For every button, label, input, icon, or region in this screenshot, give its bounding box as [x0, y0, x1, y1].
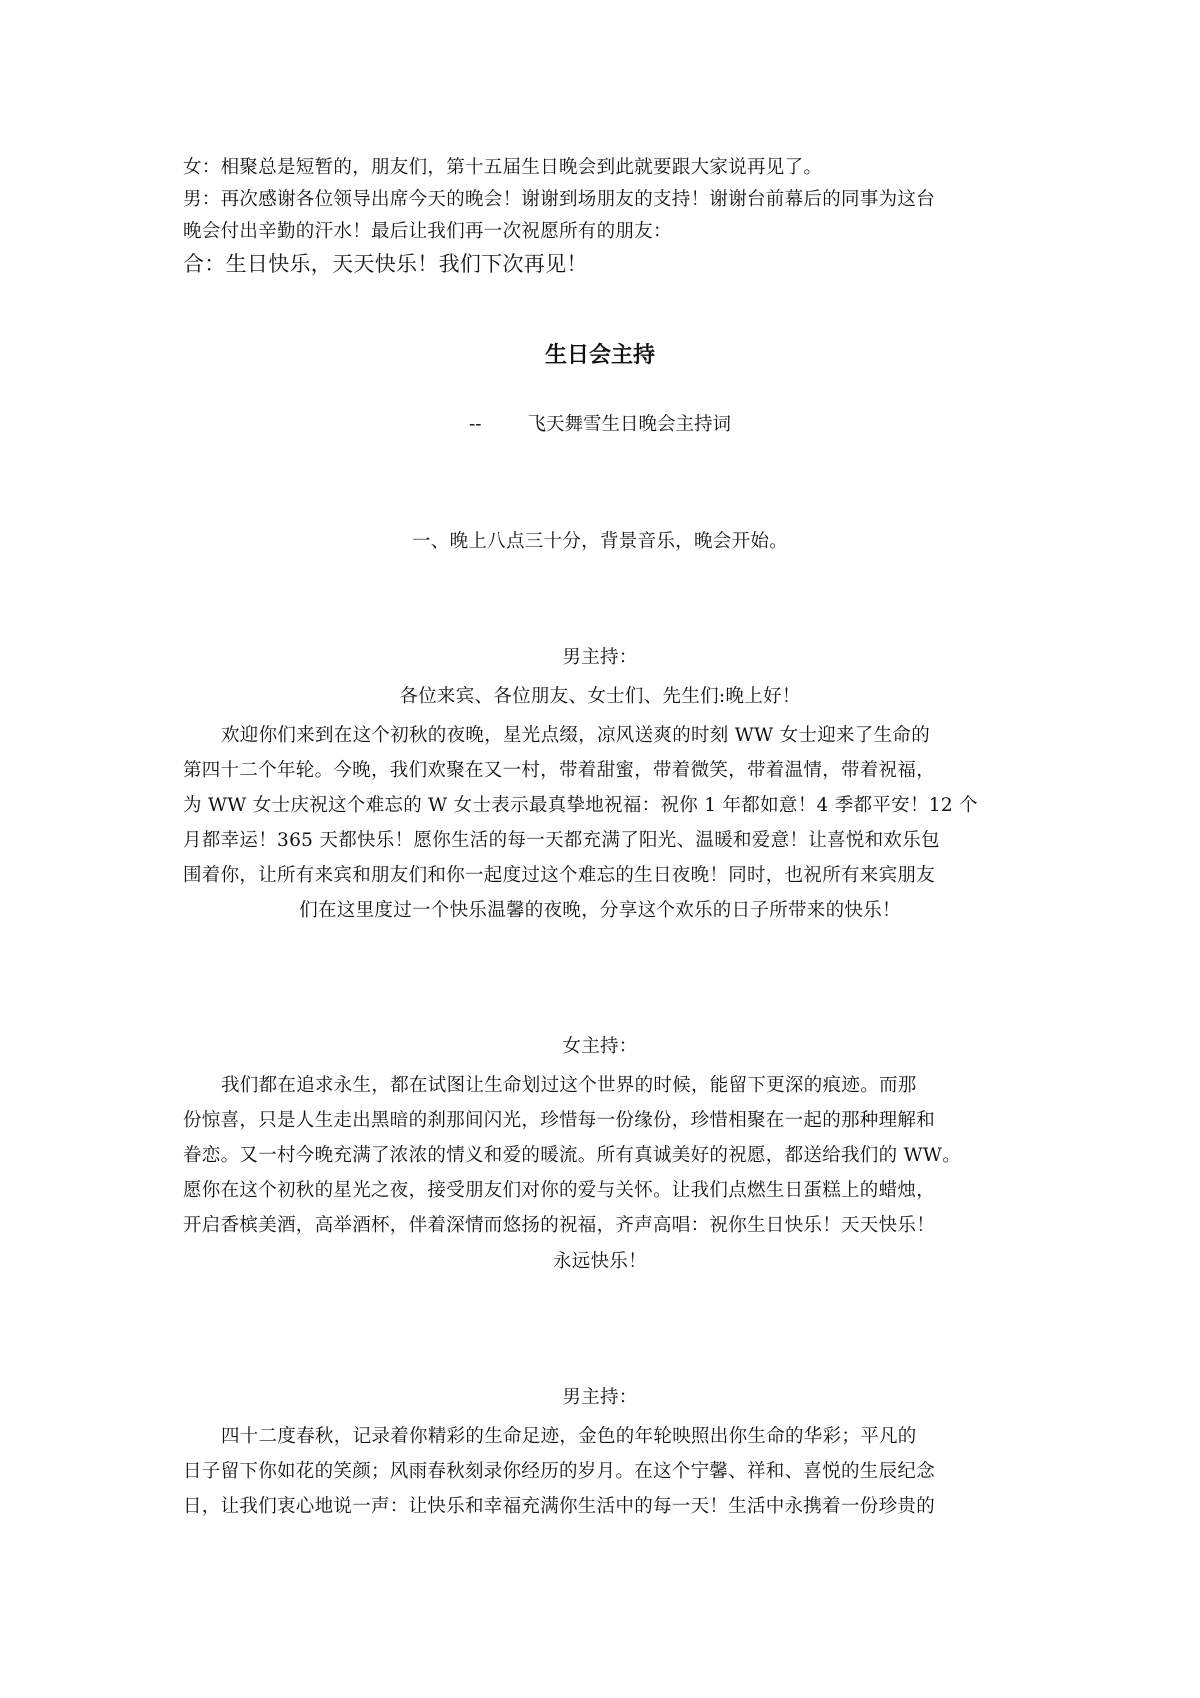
male-host-2-line: 日子留下你如花的笑颜；风雨春秋刻录你经历的岁月。在这个宁馨、祥和、喜悦的生辰纪念 [183, 1461, 936, 1482]
female-host-line: 份惊喜，只是人生走出黑暗的刹那间闪光，珍惜每一份缘份，珍惜相聚在一起的那种理解和 [183, 1110, 936, 1131]
section-one-heading: 一、晚上八点三十分，背景音乐，晚会开始。 [411, 531, 788, 552]
subtitle-text: 飞天舞雪生日晚会主持词 [527, 414, 732, 435]
female-host-line: 愿你在这个初秋的星光之夜，接受朋友们对你的爱与关怀。让我们点燃生日蛋糕上的蜡烛， [183, 1180, 936, 1201]
document-title: 生日会主持 [544, 343, 655, 368]
document-subtitle [0, 412, 1200, 438]
male-host-1-line: 为 WW 女士庆祝这个难忘的 W 女士表示最真挚地祝福：祝你 1 年都如意！4 季都平安！12 个 [183, 795, 978, 816]
closing-male-line-1: 男：再次感谢各位领导出席今天的晚会！谢谢到场朋友的支持！谢谢台前幕后的同事为这台 [183, 189, 936, 210]
male-host-2-line: 四十二度春秋，记录着你精彩的生命足迹，金色的年轮映照出你生命的华彩；平凡的 [221, 1426, 917, 1447]
male-host-1-line: 欢迎你们来到在这个初秋的夜晚，星光点缀，凉风送爽的时刻 WW 女士迎来了生命的 [221, 725, 930, 746]
female-host-line: 我们都在追求永生，都在试图让生命划过这个世界的时候，能留下更深的痕迹。而那 [221, 1075, 917, 1096]
female-host-line: 眷恋。又一村今晚充满了浓浓的情义和爱的暖流。所有真诚美好的祝愿，都送给我们的 WW。 [183, 1145, 962, 1166]
male-host-greeting: 各位来宾、各位朋友、女士们、先生们:晚上好！ [399, 686, 801, 707]
closing-female-line: 女：相聚总是短暂的，朋友们，第十五届生日晚会到此就要跟大家说再见了。 [183, 157, 823, 178]
female-host-line: 开启香槟美酒，高举酒杯，伴着深情而悠扬的祝福，齐声高唱：祝你生日快乐！天天快乐！ [183, 1215, 936, 1236]
male-host-1-line: 月都幸运！365 天都快乐！愿你生活的每一天都充满了阳光、温暖和爱意！让喜悦和欢乐包 [183, 830, 940, 851]
male-host-label-1: 男主持： [562, 647, 638, 668]
female-host-label: 女主持： [562, 1036, 638, 1057]
male-host-1-line: 第四十二个年轮。今晚，我们欢聚在又一村，带着甜蜜，带着微笑，带着温情，带着祝福， [183, 760, 936, 781]
male-host-1-line: 们在这里度过一个快乐温馨的夜晚，分享这个欢乐的日子所带来的快乐！ [299, 900, 901, 921]
female-host-line: 永远快乐！ [552, 1251, 647, 1272]
male-host-2-line: 日，让我们衷心地说一声：让快乐和幸福充满你生活中的每一天！生活中永携着一份珍贵的 [183, 1496, 936, 1517]
male-host-1-line: 围着你，让所有来宾和朋友们和你一起度过这个难忘的生日夜晚！同时，也祝所有来宾朋友 [183, 865, 936, 886]
male-host-label-2: 男主持： [562, 1387, 638, 1408]
closing-male-line-2: 晚会付出辛勤的汗水！最后让我们再一次祝愿所有的朋友： [183, 221, 672, 242]
subtitle-dash: -- [468, 414, 482, 435]
closing-together-line: 合：生日快乐，天天快乐！我们下次再见！ [183, 252, 588, 276]
